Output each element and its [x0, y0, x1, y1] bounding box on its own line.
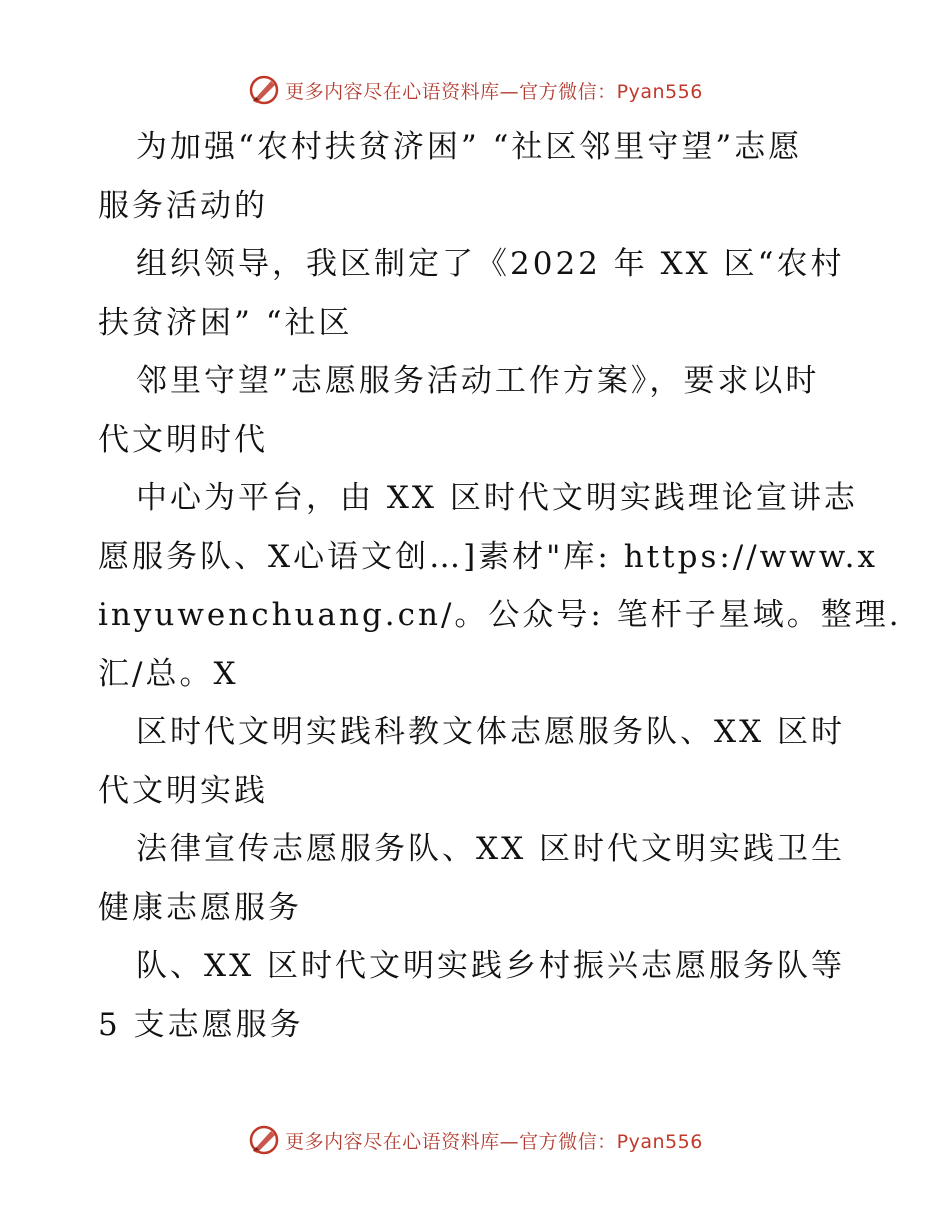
body-line: 代文明实践	[98, 772, 268, 809]
pen-seal-icon	[247, 1123, 281, 1157]
document-body	[98, 118, 902, 1054]
footer-banner	[0, 1120, 950, 1160]
footer-wechat-id: Pyan556	[616, 1130, 703, 1153]
body-line: 队、XX 区时代文明实践乡村振兴志愿服务队等	[136, 948, 845, 984]
pen-seal-icon	[247, 73, 281, 107]
header-banner-text: 更多内容尽在心语资料库—官方微信：Pyan556	[285, 80, 703, 103]
body-line: 扶贫济困” “社区	[98, 304, 353, 341]
body-line: 愿服务队、X心语文创…]素材"库: https://www.x	[98, 538, 878, 575]
body-line: 代文明时代	[98, 421, 268, 458]
body-line: 5 支志愿服务	[98, 1006, 304, 1043]
body-line: 汇/总。X	[98, 655, 239, 692]
body-line: 邻里守望”志愿服务活动工作方案》，要求以时	[136, 363, 820, 399]
body-line: 服务活动的	[98, 187, 268, 224]
body-line: 中心为平台，由 XX 区时代文明实践理论宣讲志	[136, 480, 858, 516]
body-line: 区时代文明实践科教文体志愿服务队、XX 区时	[136, 714, 845, 750]
body-line: inyuwenchuang.cn/。公众号: 笔杆子星域。整理.	[98, 597, 902, 633]
body-line: 为加强“农村扶贫济困” “社区邻里守望”志愿	[136, 129, 803, 165]
body-line: 健康志愿服务	[98, 889, 302, 926]
body-line: 法律宣传志愿服务队、XX 区时代文明实践卫生	[136, 831, 845, 867]
header-banner	[0, 70, 950, 110]
body-line: 组织领导，我区制定了《2022 年 XX 区“农村	[136, 246, 845, 282]
header-wechat-id: Pyan556	[616, 80, 703, 103]
footer-banner-text: 更多内容尽在心语资料库—官方微信：Pyan556	[285, 1130, 703, 1153]
